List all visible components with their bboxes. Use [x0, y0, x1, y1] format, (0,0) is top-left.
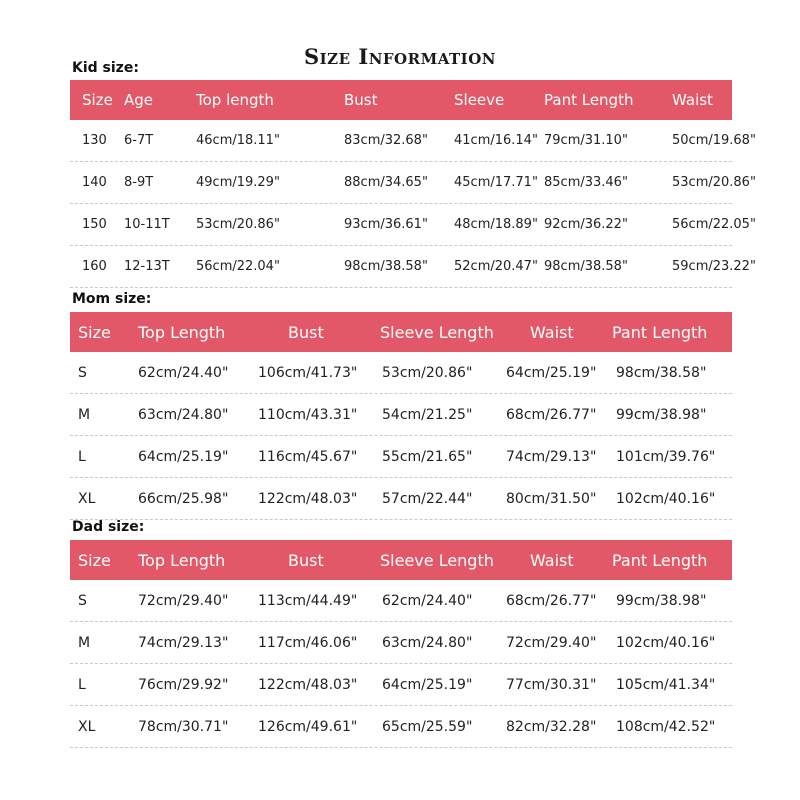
mom-header-bust: Bust [288, 322, 324, 342]
dad-cell: 105cm/41.34" [616, 676, 716, 693]
mom-cell: 122cm/48.03" [258, 490, 358, 507]
kid-cell: 83cm/32.68" [344, 133, 428, 148]
mom-cell: 102cm/40.16" [616, 490, 716, 507]
dad-cell: XL [78, 718, 96, 735]
dad-cell: 72cm/29.40" [138, 592, 229, 609]
kid-cell: 45cm/17.71" [454, 175, 538, 190]
mom-cell: 110cm/43.31" [258, 406, 358, 423]
mom-header-size: Size [78, 322, 111, 342]
kid-cell: 59cm/23.22" [672, 259, 756, 274]
dad-cell: 117cm/46.06" [258, 634, 358, 651]
kid-size-table [70, 80, 756, 288]
kid-cell: 92cm/36.22" [544, 217, 628, 232]
kid-row-150 [70, 204, 756, 246]
dad-row-s [70, 580, 732, 622]
mom-cell: 74cm/29.13" [506, 448, 597, 465]
dad-cell: 126cm/49.61" [258, 718, 358, 735]
mom-row-m [70, 394, 732, 436]
kid-row-130 [70, 120, 756, 162]
dad-cell: S [78, 592, 87, 609]
mom-cell: 54cm/21.25" [382, 406, 473, 423]
kid-header-age: Age [124, 91, 154, 109]
mom-cell: 55cm/21.65" [382, 448, 473, 465]
dad-cell: 122cm/48.03" [258, 676, 358, 693]
dad-row-l [70, 664, 732, 706]
dad-cell: 108cm/42.52" [616, 718, 716, 735]
dad-cell: 72cm/29.40" [506, 634, 597, 651]
kid-cell: 49cm/19.29" [196, 175, 280, 190]
mom-header-waist: Waist [530, 322, 574, 342]
kid-cell: 56cm/22.04" [196, 259, 280, 274]
kid-header-waist: Waist [672, 91, 713, 109]
dad-header-bust: Bust [288, 550, 324, 570]
mom-cell: 99cm/38.98" [616, 406, 707, 423]
mom-cell: M [78, 406, 91, 423]
dad-cell: 64cm/25.19" [382, 676, 473, 693]
mom-cell: 64cm/25.19" [506, 364, 597, 381]
kid-cell: 12-13T [124, 259, 170, 274]
kid-cell: 98cm/38.58" [344, 259, 428, 274]
mom-header-sleeve-length: Sleeve Length [380, 322, 494, 342]
dad-cell: 65cm/25.59" [382, 718, 473, 735]
kid-cell: 10-11T [124, 217, 170, 232]
dad-cell: 74cm/29.13" [138, 634, 229, 651]
dad-header-sleeve-length: Sleeve Length [380, 550, 494, 570]
kid-cell: 56cm/22.05" [672, 217, 756, 232]
kid-cell: 140 [82, 175, 107, 190]
kid-cell: 98cm/38.58" [544, 259, 628, 274]
kid-rows [70, 120, 756, 288]
kid-cell: 160 [82, 259, 107, 274]
dad-header-waist: Waist [530, 550, 574, 570]
mom-size-table [70, 312, 732, 520]
kid-cell: 53cm/20.86" [672, 175, 756, 190]
kid-row-160 [70, 246, 756, 288]
kid-cell: 6-7T [124, 133, 154, 148]
dad-cell: M [78, 634, 91, 651]
mom-header-row [70, 312, 732, 352]
mom-cell: 98cm/38.58" [616, 364, 707, 381]
mom-size-label: Mom size: [72, 291, 152, 307]
mom-cell: L [78, 448, 86, 465]
kid-cell: 41cm/16.14" [454, 133, 538, 148]
kid-size-label: Kid size: [72, 60, 139, 76]
mom-cell: 64cm/25.19" [138, 448, 229, 465]
dad-size-table [70, 540, 732, 748]
mom-rows [70, 352, 732, 520]
mom-cell: S [78, 364, 87, 381]
mom-header-top-length: Top Length [138, 322, 226, 342]
mom-cell: 106cm/41.73" [258, 364, 358, 381]
kid-header-top-length: Top length [196, 91, 274, 109]
mom-cell: 57cm/22.44" [382, 490, 473, 507]
mom-cell: 63cm/24.80" [138, 406, 229, 423]
mom-cell: 116cm/45.67" [258, 448, 358, 465]
mom-cell: 62cm/24.40" [138, 364, 229, 381]
mom-cell: XL [78, 490, 96, 507]
dad-size-label: Dad size: [72, 519, 145, 535]
mom-row-xl [70, 478, 732, 520]
mom-row-l [70, 436, 732, 478]
kid-cell: 50cm/19.68" [672, 133, 756, 148]
kid-row-140 [70, 162, 756, 204]
mom-row-s [70, 352, 732, 394]
mom-header-pant-length: Pant Length [612, 322, 708, 342]
kid-cell: 79cm/31.10" [544, 133, 628, 148]
kid-cell: 150 [82, 217, 107, 232]
dad-cell: 77cm/30.31" [506, 676, 597, 693]
kid-header-pant-length: Pant Length [544, 91, 634, 109]
kid-cell: 52cm/20.47" [454, 259, 538, 274]
page-title: Size Information [304, 44, 496, 69]
kid-header-size: Size [82, 91, 113, 109]
dad-cell: L [78, 676, 86, 693]
dad-cell: 62cm/24.40" [382, 592, 473, 609]
dad-cell: 63cm/24.80" [382, 634, 473, 651]
dad-cell: 102cm/40.16" [616, 634, 716, 651]
dad-cell: 68cm/26.77" [506, 592, 597, 609]
dad-row-m [70, 622, 732, 664]
dad-rows [70, 580, 732, 748]
mom-cell: 80cm/31.50" [506, 490, 597, 507]
kid-cell: 88cm/34.65" [344, 175, 428, 190]
dad-cell: 78cm/30.71" [138, 718, 229, 735]
mom-cell: 53cm/20.86" [382, 364, 473, 381]
kid-header-sleeve: Sleeve [454, 91, 505, 109]
dad-cell: 82cm/32.28" [506, 718, 597, 735]
kid-cell: 93cm/36.61" [344, 217, 428, 232]
kid-cell: 130 [82, 133, 107, 148]
dad-header-pant-length: Pant Length [612, 550, 708, 570]
dad-cell: 76cm/29.92" [138, 676, 229, 693]
mom-cell: 68cm/26.77" [506, 406, 597, 423]
dad-header-row [70, 540, 732, 580]
kid-header-bust: Bust [344, 91, 378, 109]
kid-header-row [70, 80, 732, 120]
dad-header-size: Size [78, 550, 111, 570]
kid-cell: 8-9T [124, 175, 154, 190]
kid-cell: 85cm/33.46" [544, 175, 628, 190]
kid-cell: 46cm/18.11" [196, 133, 280, 148]
dad-cell: 113cm/44.49" [258, 592, 358, 609]
dad-row-xl [70, 706, 732, 748]
dad-cell: 99cm/38.98" [616, 592, 707, 609]
mom-cell: 66cm/25.98" [138, 490, 229, 507]
kid-cell: 48cm/18.89" [454, 217, 538, 232]
kid-cell: 53cm/20.86" [196, 217, 280, 232]
mom-cell: 101cm/39.76" [616, 448, 716, 465]
dad-header-top-length: Top Length [138, 550, 226, 570]
